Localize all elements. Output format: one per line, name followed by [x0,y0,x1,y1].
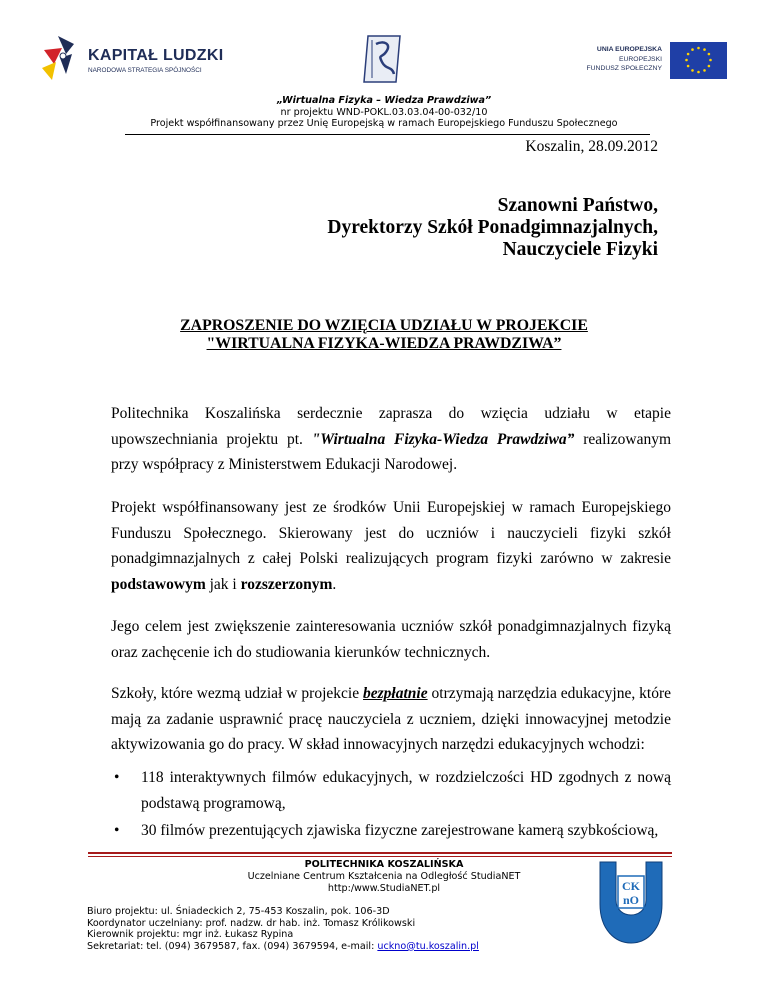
footer-secretariat [87,941,479,953]
p4-text: Szkoły, które wezmą udział w projekcie [111,685,364,702]
paragraph-1 [111,401,671,478]
footer-web: http:/www.StudiaNET.pl [327,883,441,894]
p2-end: . [332,575,337,593]
footer-contact [87,906,479,952]
p1-text: Politechnika Koszalińska serdecznie zaprasza do wzięcia udziału w etapie upowszechniania projektu pt. [111,405,671,448]
kapital-ludzki-subtitle: NARODOWA STRATEGIA SPÓJNOŚCI [88,67,202,74]
paragraph-3 [111,614,671,665]
eu-flag-icon [670,42,727,79]
eu-line3: FUNDUSZ SPOŁECZNY [586,65,662,73]
letter-date: Koszalin, 28.09.2012 [525,138,658,155]
p2-basic: podstawowym [111,575,206,593]
eu-line1: UNIA EUROPEJSKA [596,46,662,53]
addressee-line3: Nauczyciele Fizyki [502,239,658,260]
addressee-line1: Szanowni Państwo, [497,195,658,216]
p1-project-name: "Wirtualna Fizyka-Wiedza Prawdziwa” [311,430,575,448]
kapital-ludzki-emblem-icon [40,34,84,84]
kapital-ludzki-logo [40,34,224,84]
svg-text:CK: CK [622,879,640,893]
list-item [111,818,671,844]
footer-phone: Sekretariat: tel. (094) 3679587, fax. (094) 3679594, e-mail: [87,940,378,952]
letter-subject [0,317,768,353]
footer-center: Uczelniane Centrum Kształcenia na Odległość StudiaNET [247,871,521,882]
footer-office: Biuro projektu: ul. Śniadeckich 2, 75-453 Koszalin, pok. 106-3D [87,906,390,917]
footer-coordinator: Koordynator uczelniany: prof. nadzw. dr hab. inż. Tomasz Królikowski [87,917,416,929]
p1-text-end: realizowanym przy współpracy z Ministerstwem Edukacji Narodowej. [111,430,671,474]
addressee-line2: Dyrektorzy Szkół Ponadgimnazjalnych, [327,217,658,238]
p3-text: Jego celem jest zwiększenie zainteresowania uczniów szkół ponadgimnazjalnych fizyką oraz zachęcenie ich do studiowania kierunków technicznych. [111,618,671,661]
list-item [111,765,671,816]
p2-mid: jak i [205,575,241,593]
kapital-ludzki-title: KAPITAŁ LUDZKI [88,47,224,64]
eu-line2: EUROPEJSKI [618,55,662,63]
email-link[interactable]: uckno@tu.koszalin.pl [377,940,479,952]
footer-org: POLITECHNIKA KOSZALIŃSKA [304,859,464,870]
header-divider [125,134,650,135]
subject-line1: ZAPROSZENIE DO WZIĘCIA UDZIAŁU W PROJEKCIE [180,317,588,334]
bullet-2-text: 30 filmów prezentujących zjawiska fizyczne zarejestrowane kamerą szybkościową, [141,822,659,839]
p2-text: Projekt współfinansowany jest ze środków Unii Europejskiej w ramach Europejskiego Funduszu Społecznego. Skierowany jest do uczniów i nauczycieli fizyki szkół ponadgimnazjalnych z całej Polski realizujących program fizyki zarówno w zakresie [111,499,671,568]
p4-free: bezpłatnie [363,685,428,702]
footer-divider-thin [88,856,672,857]
p4-text-end: otrzymają narzędzia edukacyjne, które mają za zadanie usprawnić pracę nauczyciela z uczniem, dzięki innowacyjnej metodzie aktywizowania go do pracy. W skład innowacyjnych narzędzi edukacyjnych wchodzi: [111,685,671,754]
cofinance-note: Projekt współfinansowany przez Unię Europejską w ramach Europejskiego Funduszu Społecznego [150,118,618,129]
ucko-logo-icon [596,860,666,958]
paragraph-4 [111,681,671,758]
bullet-icon: • [114,769,120,786]
paragraph-2 [111,495,671,597]
svg-text:nO: nO [622,893,640,907]
project-number: nr projektu WND-POKL.03.03.04-00-032/10 [280,107,488,118]
project-title: „Wirtualna Fizyka – Wiedza Prawdziwa” [276,95,492,106]
subject-line2: "WIRTUALNA FIZYKA-WIEDZA PRAWDZIWA” [206,335,562,352]
project-emblem-icon [362,32,408,86]
bullet-icon: • [114,822,120,839]
footer-manager: Kierownik projektu: mgr inż. Łukasz Rypina [87,929,294,941]
addressee [327,195,658,261]
footer-divider [88,852,672,854]
eu-fund-label [586,45,662,74]
bullet-1-text: 118 interaktywnych filmów edukacyjnych, w rozdzielczości HD zgodnych z nową podstawą programową, [141,769,671,812]
p2-extended: rozszerzonym [240,575,333,593]
